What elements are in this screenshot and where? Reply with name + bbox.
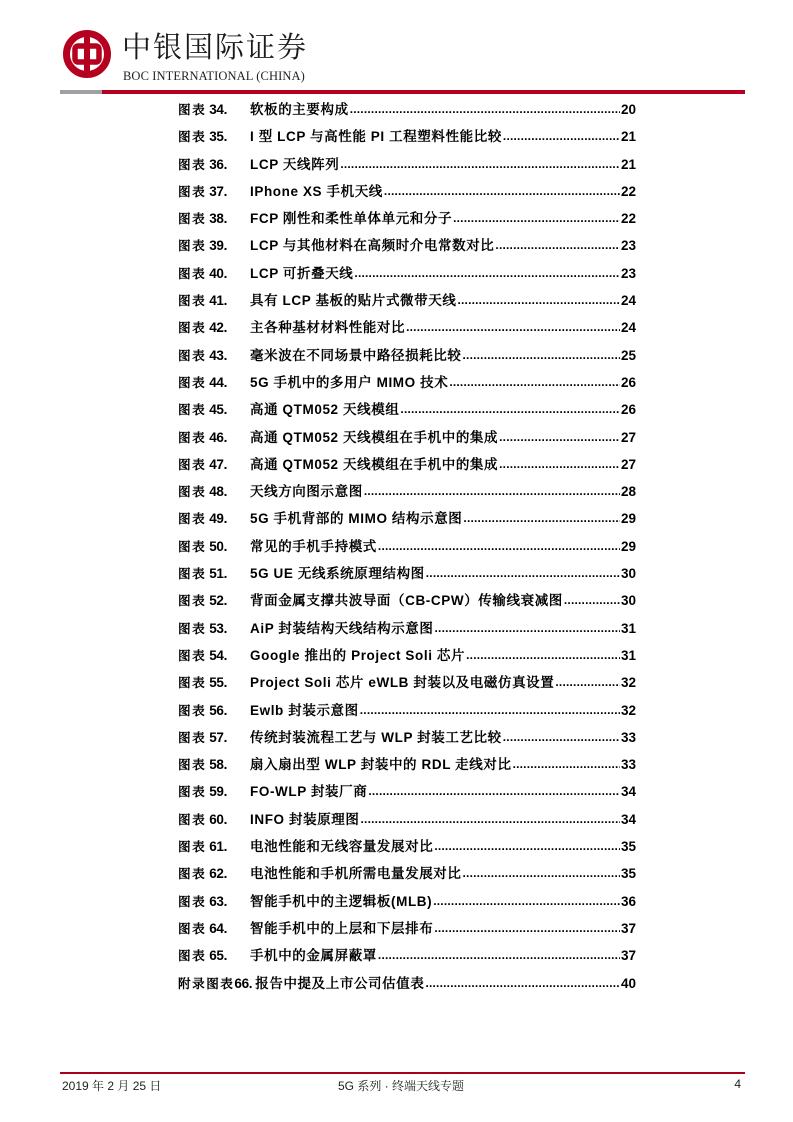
figure-label <box>178 669 250 696</box>
report-date: 2019 年 2 月 25 日 <box>62 1079 162 1093</box>
toc-entry[interactable] <box>178 314 636 341</box>
figure-number: 49. <box>209 511 228 527</box>
dot-leader <box>466 642 620 669</box>
figure-label <box>178 451 250 478</box>
figure-number: 55. <box>209 675 228 691</box>
figure-label <box>178 123 250 150</box>
figure-label <box>178 560 250 587</box>
page-reference: 31 <box>620 647 636 663</box>
figure-label <box>178 396 250 423</box>
header-divider-red <box>102 90 745 94</box>
dot-leader <box>499 451 620 478</box>
page-reference: 23 <box>620 265 636 281</box>
figure-label-text: 图表 <box>178 374 207 390</box>
figure-title: 高通 QTM052 天线模组在手机中的集成 <box>250 456 499 472</box>
figure-label-text: 图表 <box>178 675 207 691</box>
header-divider <box>60 90 745 94</box>
page-reference: 25 <box>620 347 636 363</box>
page-reference: 24 <box>620 320 636 336</box>
figure-label-text: 图表 <box>178 866 207 882</box>
figure-number: 61. <box>209 839 228 855</box>
figure-label <box>178 724 250 751</box>
figure-number: 45. <box>209 402 228 418</box>
figure-number: 44. <box>209 374 228 390</box>
page-reference: 33 <box>620 729 636 745</box>
figure-number: 42. <box>209 320 228 336</box>
figure-number: 51. <box>209 566 228 582</box>
toc-entry[interactable] <box>178 778 636 805</box>
figure-label-text: 图表 <box>178 211 207 227</box>
figure-title: 手机中的金属屏蔽罩 <box>250 948 377 964</box>
figure-title: FO-WLP 封装厂商 <box>250 784 368 800</box>
toc-entry[interactable] <box>178 151 636 178</box>
toc-entry[interactable] <box>178 451 636 478</box>
figure-label <box>178 587 250 614</box>
figure-number: 63. <box>209 893 228 909</box>
page-reference: 34 <box>620 784 636 800</box>
toc-entry-appendix[interactable] <box>178 970 636 997</box>
figure-label-text: 图表 <box>178 484 207 500</box>
page-reference: 27 <box>620 429 636 445</box>
figure-title: AiP 封装结构天线结构示意图 <box>250 620 434 636</box>
figure-label <box>178 642 250 669</box>
figure-label <box>178 96 250 123</box>
dot-leader <box>564 587 620 614</box>
figure-label-text: 图表 <box>178 757 207 773</box>
page-reference: 34 <box>620 811 636 827</box>
figure-title: 常见的手机手持模式 <box>250 538 377 554</box>
dot-leader <box>378 533 620 560</box>
figure-label-text: 图表 <box>178 293 207 309</box>
dot-leader <box>384 178 620 205</box>
toc-entry[interactable] <box>178 833 636 860</box>
toc-entry[interactable] <box>178 396 636 423</box>
page-reference: 31 <box>620 620 636 636</box>
figure-number: 47. <box>209 456 228 472</box>
figure-label-text: 附录图表 <box>178 975 235 991</box>
report-series-title: 5G 系列 · 终端天线专题 <box>338 1079 465 1093</box>
figure-label <box>178 232 250 259</box>
toc-entry[interactable] <box>178 96 636 123</box>
dot-leader <box>435 615 620 642</box>
figure-label <box>178 697 250 724</box>
figure-number: 39. <box>209 238 228 254</box>
figure-label <box>178 424 250 451</box>
toc-entry[interactable] <box>178 942 636 969</box>
figure-label-text: 图表 <box>178 238 207 254</box>
figure-number: 34. <box>209 102 228 117</box>
toc-entry[interactable] <box>178 806 636 833</box>
figure-number: 62. <box>209 866 228 882</box>
figure-label <box>178 615 250 642</box>
figure-label <box>178 833 250 860</box>
dot-leader <box>340 151 620 178</box>
toc-entry[interactable] <box>178 369 636 396</box>
toc-entry[interactable] <box>178 915 636 942</box>
toc-entry[interactable] <box>178 287 636 314</box>
dot-leader <box>433 888 620 915</box>
footer-divider <box>60 1072 745 1074</box>
figure-title: Google 推出的 Project Soli 芯片 <box>250 647 466 663</box>
page-reference: 35 <box>620 866 636 882</box>
figure-title: IPhone XS 手机天线 <box>250 183 383 199</box>
page-number: 4 <box>734 1077 741 1091</box>
bank-of-china-logo-icon <box>62 29 112 79</box>
figure-number: 54. <box>209 647 228 663</box>
figure-title: 电池性能和手机所需电量发展对比 <box>250 866 462 882</box>
figure-label <box>178 478 250 505</box>
figure-label <box>178 915 250 942</box>
page-reference: 33 <box>620 757 636 773</box>
figure-title: 扇入扇出型 WLP 封装中的 RDL 走线对比 <box>250 757 512 773</box>
toc-entry[interactable] <box>178 860 636 887</box>
figure-label-text: 图表 <box>178 593 207 609</box>
toc-entry[interactable] <box>178 888 636 915</box>
dot-leader <box>350 96 620 123</box>
dot-leader <box>426 560 620 587</box>
toc-entry[interactable] <box>178 260 636 287</box>
figure-title: 传统封装流程工艺与 WLP 封装工艺比较 <box>250 729 502 745</box>
dot-leader <box>457 287 620 314</box>
figure-label-text: 图表 <box>178 839 207 855</box>
figure-label <box>178 860 250 887</box>
toc-entry[interactable] <box>178 533 636 560</box>
dot-leader <box>364 478 620 505</box>
page-reference: 28 <box>620 484 636 500</box>
dot-leader <box>463 505 620 532</box>
figure-title: Ewlb 封装示意图 <box>250 702 359 718</box>
dot-leader <box>453 205 620 232</box>
figure-number: 52. <box>209 593 228 609</box>
figure-label <box>178 314 250 341</box>
figure-number: 43. <box>209 347 228 363</box>
figure-label <box>178 287 250 314</box>
dot-leader <box>555 669 620 696</box>
figure-label-text: 图表 <box>178 347 207 363</box>
figure-label <box>178 888 250 915</box>
figure-label <box>178 205 250 232</box>
figure-title: 智能手机中的主逻辑板(MLB) <box>250 893 433 909</box>
brand-name-chinese: 中银国际证券 <box>122 30 309 64</box>
page-reference: 32 <box>620 675 636 691</box>
dot-leader <box>434 833 620 860</box>
figure-list <box>178 96 636 997</box>
figure-label-text: 图表 <box>178 566 207 582</box>
figure-title: 背面金属支撑共波导面（CB-CPW）传输线衰减图 <box>250 593 563 609</box>
figure-label-text: 图表 <box>178 538 207 554</box>
toc-entry[interactable] <box>178 615 636 642</box>
page-reference: 26 <box>620 402 636 418</box>
figure-label-text: 图表 <box>178 320 207 336</box>
page-reference: 36 <box>620 893 636 909</box>
dot-leader <box>406 314 620 341</box>
dot-leader <box>378 942 620 969</box>
figure-title: 软板的主要构成 <box>250 102 349 117</box>
dot-leader <box>463 342 620 369</box>
toc-entry[interactable] <box>178 123 636 150</box>
page-footer <box>60 1077 745 1093</box>
figure-title: 5G 手机背部的 MIMO 结构示意图 <box>250 511 463 527</box>
dot-leader <box>425 970 620 997</box>
figure-label <box>178 942 250 969</box>
dot-leader <box>499 424 620 451</box>
figure-title: 5G 手机中的多用户 MIMO 技术 <box>250 374 449 390</box>
figure-number: 58. <box>209 757 228 773</box>
figure-label-text: 图表 <box>178 811 207 827</box>
dot-leader <box>354 260 620 287</box>
figure-title: I 型 LCP 与高性能 PI 工程塑料性能比较 <box>250 129 502 145</box>
figure-title: 天线方向图示意图 <box>250 484 363 500</box>
dot-leader <box>513 751 620 778</box>
toc-entry[interactable] <box>178 587 636 614</box>
dot-leader <box>463 860 620 887</box>
figure-label <box>178 260 250 287</box>
figure-title: INFO 封装原理图 <box>250 811 360 827</box>
dot-leader <box>368 778 620 805</box>
page-reference: 22 <box>620 211 636 227</box>
figure-label <box>178 369 250 396</box>
figure-label-text: 图表 <box>178 893 207 909</box>
figure-title: 具有 LCP 基板的贴片式微带天线 <box>250 293 457 309</box>
toc-entry[interactable] <box>178 697 636 724</box>
toc-entry[interactable] <box>178 669 636 696</box>
figure-label-text: 图表 <box>178 511 207 527</box>
figure-label-text: 图表 <box>178 702 207 718</box>
figure-label <box>178 533 250 560</box>
figure-label <box>178 342 250 369</box>
figure-label-text: 图表 <box>178 920 207 936</box>
brand-name-english: BOC INTERNATIONAL (CHINA) <box>123 69 305 83</box>
dot-leader <box>360 697 620 724</box>
figure-number: 64. <box>209 920 228 936</box>
toc-entry[interactable] <box>178 560 636 587</box>
figure-number: 36. <box>209 156 228 172</box>
page-reference: 27 <box>620 456 636 472</box>
toc-entry[interactable] <box>178 751 636 778</box>
figure-label-text: 图表 <box>178 156 207 172</box>
dot-leader <box>400 396 620 423</box>
page-reference: 29 <box>620 538 636 554</box>
figure-label-text: 图表 <box>178 784 207 800</box>
page-reference: 20 <box>620 102 636 117</box>
toc-entry[interactable] <box>178 505 636 532</box>
figure-number: 66. <box>234 975 253 991</box>
page-reference: 32 <box>620 702 636 718</box>
figure-label-text: 图表 <box>178 729 207 745</box>
page-reference: 30 <box>620 593 636 609</box>
figure-title: 毫米波在不同场景中路径损耗比较 <box>250 347 462 363</box>
figure-label <box>178 178 250 205</box>
toc-entry[interactable] <box>178 424 636 451</box>
figure-label <box>178 778 250 805</box>
figure-title: 电池性能和无线容量发展对比 <box>250 839 434 855</box>
page-reference: 30 <box>620 566 636 582</box>
page-reference: 37 <box>620 920 636 936</box>
page-reference: 21 <box>620 156 636 172</box>
figure-label-text: 图表 <box>178 102 207 117</box>
figure-number: 50. <box>209 538 228 554</box>
figure-number: 35. <box>209 129 228 145</box>
figure-title: 5G UE 无线系统原理结构图 <box>250 566 425 582</box>
dot-leader <box>449 369 620 396</box>
figure-title: LCP 与其他材料在高频时介电常数对比 <box>250 238 495 254</box>
figure-number: 48. <box>209 484 228 500</box>
figure-label-text: 图表 <box>178 265 207 281</box>
figure-title: 高通 QTM052 天线模组在手机中的集成 <box>250 429 499 445</box>
figure-title: Project Soli 芯片 eWLB 封装以及电磁仿真设置 <box>250 675 555 691</box>
page-reference: 21 <box>620 129 636 145</box>
page-reference: 26 <box>620 374 636 390</box>
dot-leader <box>361 806 620 833</box>
figure-title: 智能手机中的上层和下层排布 <box>250 920 434 936</box>
figure-number: 59. <box>209 784 228 800</box>
figure-number: 46. <box>209 429 228 445</box>
dot-leader <box>434 915 620 942</box>
toc-entry[interactable] <box>178 342 636 369</box>
figure-title: 报告中提及上市公司估值表 <box>255 975 425 991</box>
figure-number: 56. <box>209 702 228 718</box>
toc-entry[interactable] <box>178 724 636 751</box>
toc-entry[interactable] <box>178 178 636 205</box>
figure-label <box>178 505 250 532</box>
figure-label <box>178 151 250 178</box>
figure-label <box>178 751 250 778</box>
figure-number: 65. <box>209 948 228 964</box>
figure-label-text: 图表 <box>178 647 207 663</box>
figure-title: 高通 QTM052 天线模组 <box>250 402 400 418</box>
page-reference: 29 <box>620 511 636 527</box>
dot-leader <box>495 232 620 259</box>
figure-number: 40. <box>209 265 228 281</box>
header-divider-gray <box>60 90 102 94</box>
toc-entry[interactable] <box>178 478 636 505</box>
page-reference: 37 <box>620 948 636 964</box>
page-reference: 23 <box>620 238 636 254</box>
page-reference: 22 <box>620 183 636 199</box>
dot-leader <box>503 724 620 751</box>
page-reference: 35 <box>620 839 636 855</box>
figure-number: 53. <box>209 620 228 636</box>
figure-label <box>178 970 255 997</box>
figure-title: LCP 天线阵列 <box>250 156 340 172</box>
figure-number: 57. <box>209 729 228 745</box>
figure-label-text: 图表 <box>178 129 207 145</box>
figure-number: 60. <box>209 811 228 827</box>
figure-number: 38. <box>209 211 228 227</box>
figure-label-text: 图表 <box>178 183 207 199</box>
figure-number: 37. <box>209 183 228 199</box>
figure-label-text: 图表 <box>178 429 207 445</box>
figure-label-text: 图表 <box>178 620 207 636</box>
page-reference: 40 <box>620 975 636 991</box>
figure-label-text: 图表 <box>178 456 207 472</box>
figure-title: LCP 可折叠天线 <box>250 265 354 281</box>
toc-entry[interactable] <box>178 232 636 259</box>
figure-title: FCP 刚性和柔性单体单元和分子 <box>250 211 453 227</box>
figure-number: 41. <box>209 293 228 309</box>
figure-label <box>178 806 250 833</box>
toc-entry[interactable] <box>178 205 636 232</box>
page-reference: 24 <box>620 293 636 309</box>
figure-title: 主各种基材材料性能对比 <box>250 320 406 336</box>
toc-entry[interactable] <box>178 642 636 669</box>
dot-leader <box>503 123 620 150</box>
figure-label-text: 图表 <box>178 948 207 964</box>
figure-label-text: 图表 <box>178 402 207 418</box>
